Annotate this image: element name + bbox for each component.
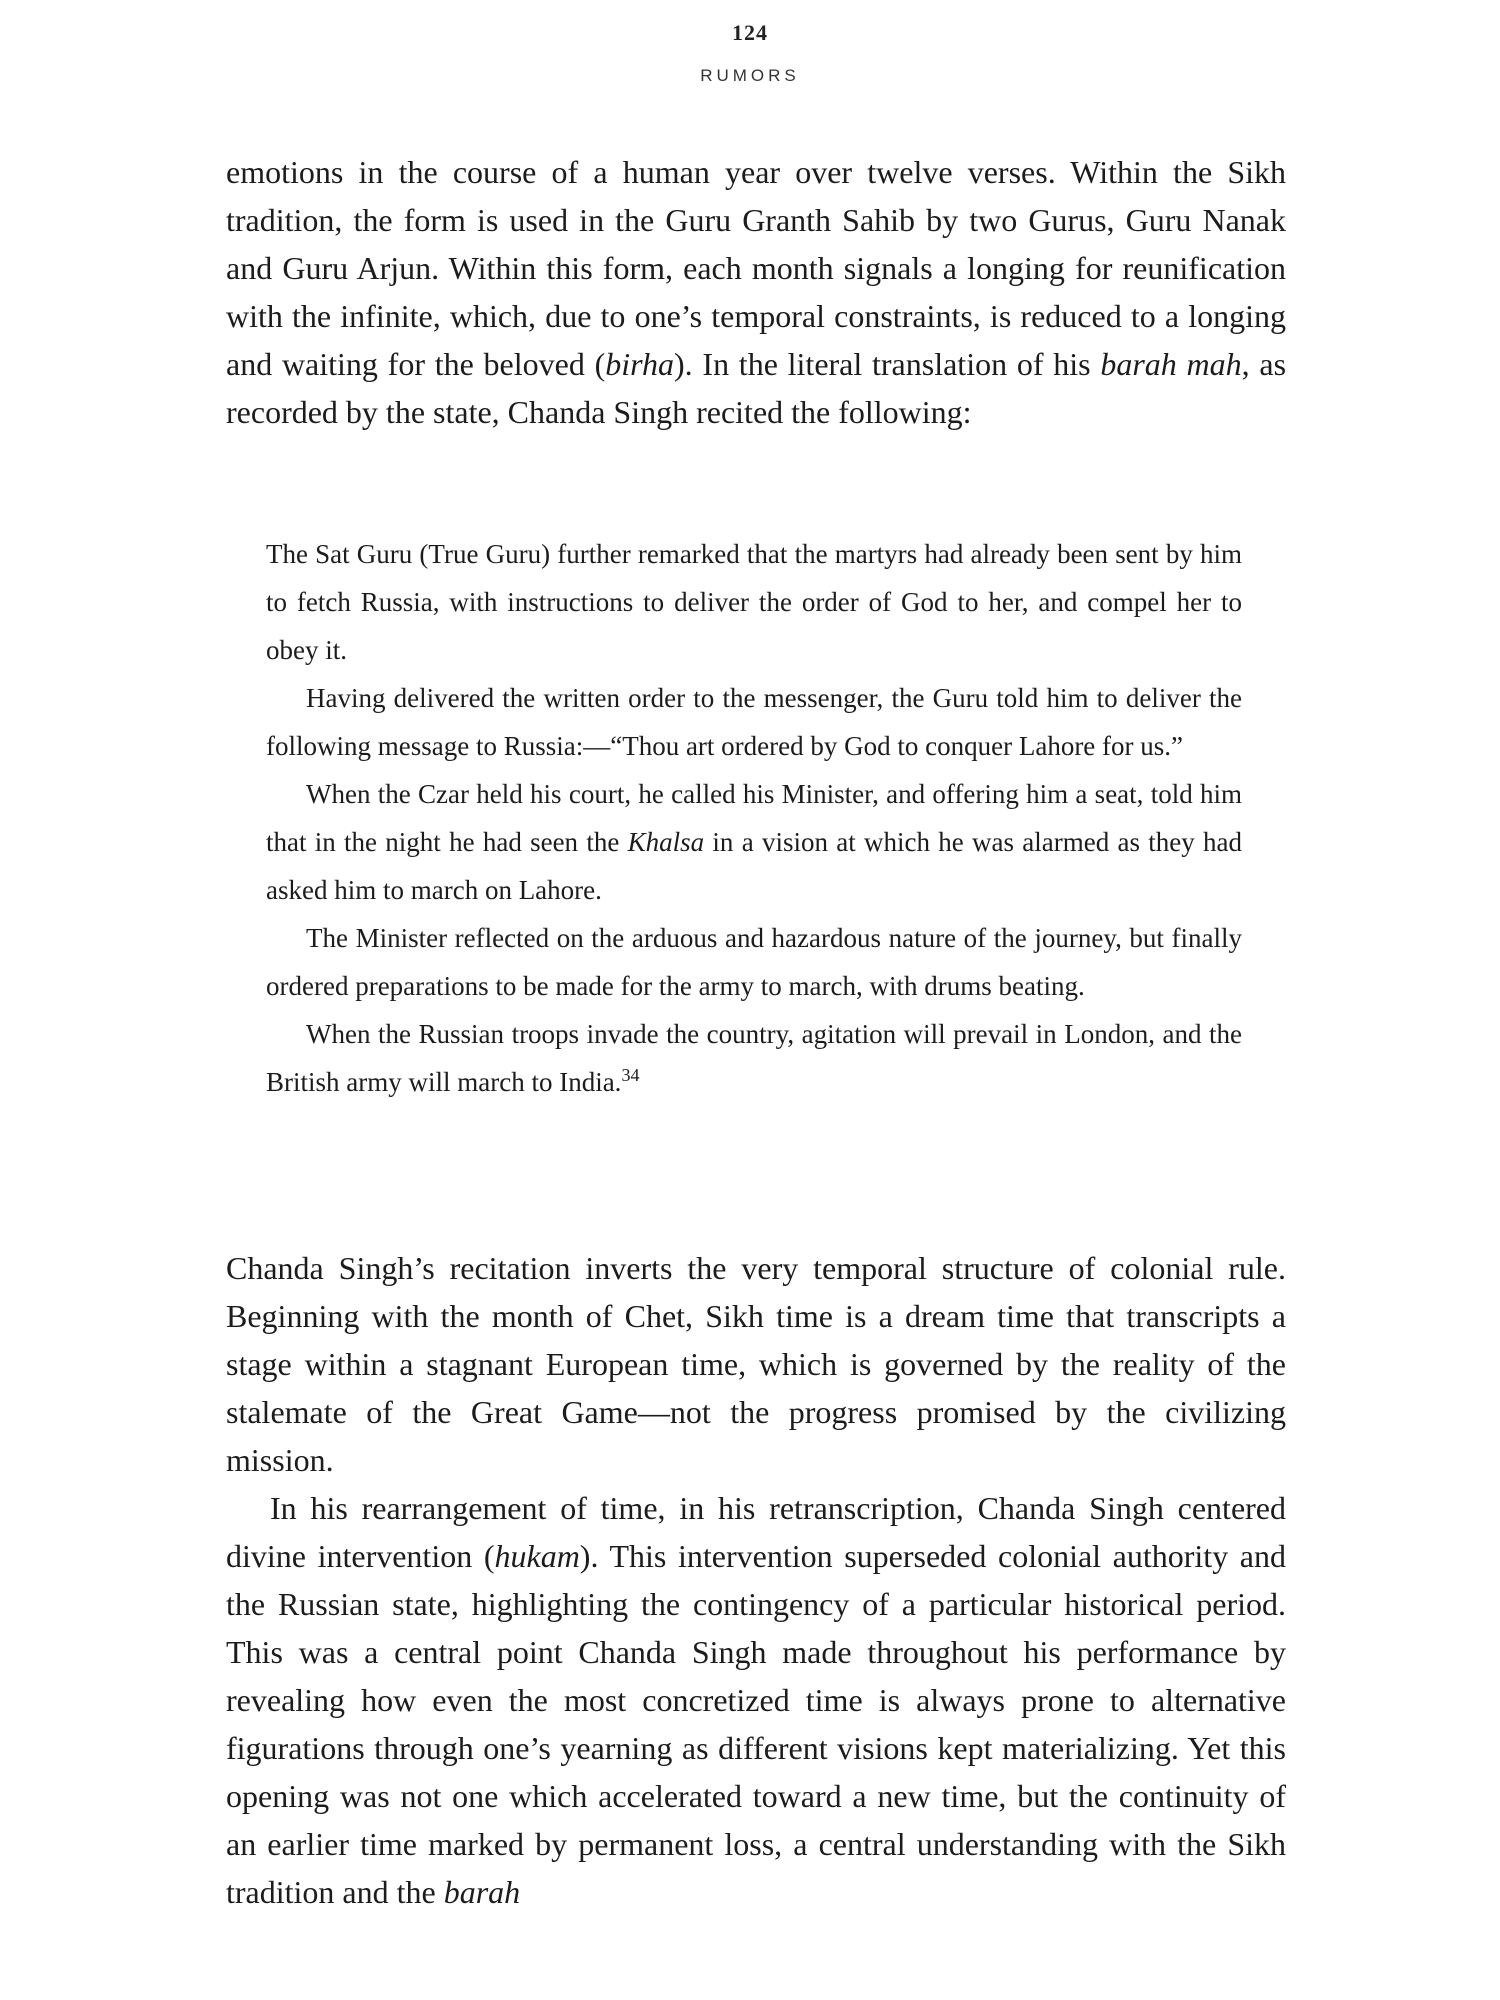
italic-term: birha xyxy=(605,346,675,382)
page-number: 124 xyxy=(732,20,768,45)
italic-term: Khalsa xyxy=(627,827,705,857)
running-head: RUMORS xyxy=(700,66,800,85)
italic-term: barah xyxy=(443,1874,521,1910)
paragraph-text xyxy=(226,148,1286,436)
italic-term: barah mah xyxy=(1100,346,1242,382)
quote-paragraph-1: The Sat Guru (True Guru) further remarked that the martyrs had already been sent by him to fetch Russia, with instructions to deliver the order of God to her, and compel her to obey it. xyxy=(266,539,1242,665)
text-run: In his rearrangement of time, in his retranscription, Chanda Singh centered divine intervention ( xyxy=(226,1490,1286,1574)
footnote-reference[interactable]: 34 xyxy=(621,1065,640,1085)
quote-paragraph-4: The Minister reflected on the arduous and hazardous nature of the journey, but finally ordered preparations to be made for the army to march, with drums beating. xyxy=(266,923,1242,1001)
text-run: When the Czar held his court, he called his Minister, and offering him a seat, told him that in the night he had seen the xyxy=(266,779,1242,857)
body-paragraph-1 xyxy=(226,148,1286,436)
paragraph-text xyxy=(226,1484,1286,1916)
italic-term: hukam xyxy=(494,1538,580,1574)
text-run: in a vision at which he was alarmed as they had asked him to march on Lahore. xyxy=(266,827,1242,905)
block-quote xyxy=(266,530,1242,1106)
text-run: ). In the literal translation of his xyxy=(674,346,1101,382)
body-paragraph-3 xyxy=(226,1484,1286,1916)
paragraph-text: Chanda Singh’s recitation inverts the very temporal structure of colonial rule. Beginning with the month of Chet, Sikh time is a dream time that transcripts a stage within a stagnant European time, which is governed by the reality of the stalemate of the Great Game—not the progress promised by the civilizing mission. xyxy=(226,1250,1286,1478)
quote-paragraph-3 xyxy=(266,770,1242,914)
text-run: ). This intervention superseded colonial authority and the Russian state, highlighting the contingency of a particular historical period. This was a central point Chanda Singh made throughout his performance by revealing how even the most concretized time is always prone to alternative figurations through one’s yearning as different visions kept materializing. Yet this opening was not one which accelerated toward a new time, but the continuity of an earlier time marked by permanent loss, a central understanding with the Sikh tradition and the xyxy=(226,1538,1287,1910)
quote-paragraph-2: Having delivered the written order to the messenger, the Guru told him to deliver the following message to Russia:—“Thou art ordered by God to conquer Lahore for us.” xyxy=(266,683,1242,761)
text-run: When the Russian troops invade the country, agitation will prevail in London, and the British army will march to India. xyxy=(266,1019,1242,1097)
text-run: , as recorded by the state, Chanda Singh recited the following: xyxy=(226,346,1287,430)
text-run: emotions in the course of a human year over twelve verses. Within the Sikh tradition, the form is used in the Guru Granth Sahib by two Gurus, Guru Nanak and Guru Arjun. Within this form, each month signals a longing for reunification with the infinite, which, due to one’s temporal constraints, is reduced to a longing and waiting for the beloved ( xyxy=(226,154,1286,382)
quote-paragraph-5 xyxy=(266,1010,1242,1106)
body-paragraph-2 xyxy=(226,1244,1286,1484)
